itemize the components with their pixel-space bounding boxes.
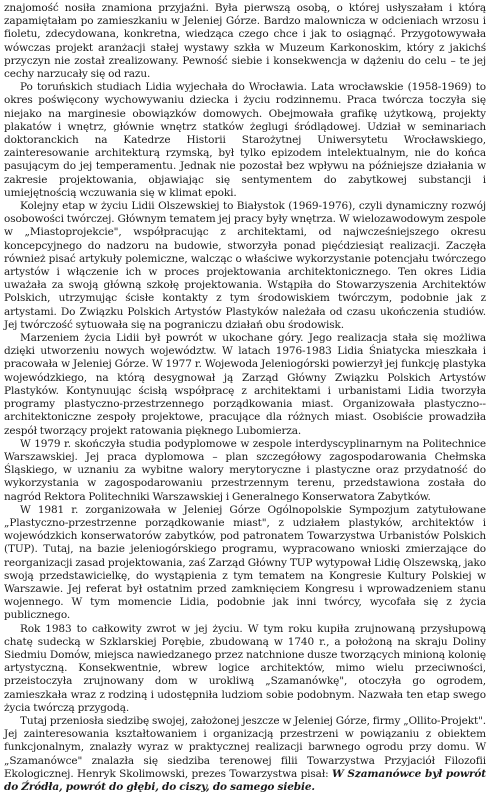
paragraph-4: Marzeniem życia Lidii był powrót w ukochane góry. Jego realizacja stała się możliwa dzięki utworzeniu nowych województw. W latach 1976-1983 Lidia Śniatycka mieszkała i pracowała w Jeleniej Górze. W 1977 r. Wojewoda Jeleniogórski powierzył jej funkcję plastyka wojewódzkiego, na którą desygnował ją Zarząd Główny Związku Polskich Artystów Plastyków. Kontynuując ścisłą współpracę z architektami i urbanistami Lidia tworzyła programy plastyczno-przestrzennego porządkowania miast. Organizowała plastyczno--architektoniczne zespoły projektowe, pracujące dla różnych miast. Osobiście prowadziła zespół tworzący projekt ratowania pięknego Lubomierza. <box>4 332 486 437</box>
paragraph-1: znajomość nosiła znamiona przyjaźni. Była pierwszą osobą, o której usłyszałam i którą zapamiętałam po zamieszkaniu w Jeleniej Górze. Bardzo malownicza w odcieniach wrzosu i fioletu, zdecydowana, konkretna, wiedząca czego chce i jak to osiągnąć. Przygotowywała wówczas projekt aranżacji stałej wystawy szkła w Muzeum Karkonoskim, który z jakichś przyczyn nie został zrealizowany. Pewność siebie i konsekwencja w dążeniu do celu – te jej cechy narzucały się od razu. <box>4 2 486 81</box>
paragraph-7: Rok 1983 to całkowity zwrot w jej życiu. W tym roku kupiła zrujnowaną przysłupową chatę sudecką w Szklarskiej Porębie, zbudowaną w 1740 r., a położoną na skraju Doliny Siedmiu Domów, miejsca nawiedzanego przez natchnione dusze tworzących minioną kolonię artystyczną. Konsekwentnie, wbrew logice architektów, mimo wielu przeciwności, przeistoczyła zrujnowany dom w urokliwą „Szamanówkę", otoczyła go ogrodem, zamieszkała wraz z rodziną i udostępniła ludziom sobie podobnym. Nazwała ten etap swego życia twórczą przygodą. <box>4 622 486 714</box>
paragraph-5: W 1979 r. skończyła studia podyplomowe w zespole interdyscyplinarnym na Politechnice Warszawskiej. Jej praca dyplomowa – plan szczegółowy zagospodarowania Chełmska Śląskiego, w uznaniu za wybitne walory merytoryczne i plastyczne oraz przydatność do wykorzystania w zagospodarowaniu przestrzennym terenu, przedstawiona została do nagród Rektora Politechniki Warszawskiej i Generalnego Konserwatora Zabytków. <box>4 437 486 503</box>
paragraph-8-text: Tutaj przeniosła siedzibę swojej, założonej jeszcze w Jeleniej Górze, firmy „Ollito-Projekt". Jej zainteresowania kształtowaniem i organizacją przestrzeni w powiązaniu z obiektem funkcjonalnym, znalazły wyraz w praktycznej realizacji barwnego ogrodu przy domu. W „Szamanówce" znalazła się siedziba terenowej filii Towarzystwa Przyjaciół Filozofii Ekologicznej. Henryk Skolimowski, prezes Towarzystwa pisał: <box>4 714 486 780</box>
document-page <box>4 2 486 794</box>
paragraph-8 <box>4 715 486 794</box>
paragraph-6: W 1981 r. zorganizowała w Jeleniej Górze Ogólnopolskie Sympozjum zatytułowane „Plastyczno-przestrzenne porządkowanie miast", z udziałem plastyków, architektów i wojewódzkich konserwatorów zabytków, pod patronatem Towarzystwa Urbanistów Polskich (TUP). Tutaj, na bazie jeleniogórskiego programu, wypracowano wnioski zmierzające do reorganizacji zasad projektowania, zaś Zarząd Główny TUP wytypował Lidię Olszewską, jako swoją przedstawicielkę, do wystąpienia z tym tematem na Kongresie Kultury Polskiej w Warszawie. Jej referat był ostatnim przed zamknięciem Kongresu i wprowadzeniem stanu wojennego. W tym momencie Lidia, podobnie jak inni twórcy, wycofała się z życia publicznego. <box>4 503 486 622</box>
paragraph-2: Po toruńskich studiach Lidia wyjechała do Wrocławia. Lata wrocławskie (1958-1969) to okres poświęcony wychowywaniu dziecka i życiu rodzinnemu. Praca twórcza toczyła się niejako na marginesie obowiązków domowych. Obejmowała grafikę użytkową, projekty plakatów i wnętrz, głównie wnętrz statków żeglugi śródlądowej. Udział w seminariach doktoranckich na Katedrze Historii Starożytnej Uniwersytetu Wrocławskiego, zainteresowanie architekturą rzymską, był tylko epizodem intelektualnym, nie do końca pasującym do jej temperamentu. Jednak nie pozostał bez wpływu na późniejsze działania w zakresie projektowania, objawiając się sentymentem do zabytkowej substancji i umiejętnością wczuwania się w klimat epoki. <box>4 81 486 199</box>
paragraph-3: Kolejny etap w życiu Lidii Olszewskiej to Białystok (1969-1976), czyli dynamiczny rozwój osobowości twórczej. Głównym tematem jej pracy były wnętrza. W wielozawodowym zespole w „Miastoprojekcie", współpracując z architektami, od najwcześniejszego okresu koncepcyjnego do nadzoru na budowie, stworzyła ponad pięćdziesiąt realizacji. Zaczęła również pisać artykuły polemiczne, walcząc o właściwe wykorzystanie potencjału twórczego artystów i włączenie ich w proces projektowania architektonicznego. Ten okres Lidia uważała za swoją główną szkołę projektowania. Wstąpiła do Stowarzyszenia Architektów Polskich, utrzymując ścisłe kontakty z tym środowiskiem twórczym, podobnie jak z artystami. Do Związku Polskich Artystów Plastyków należała od czasu ukończenia studiów. Jej twórczość sytuowała się na pograniczu działań obu środowisk. <box>4 200 486 331</box>
closing-quote: W Szamanówce był powrót do Źródła, powrót do głębi, do ciszy, do samego siebie. <box>4 767 486 793</box>
